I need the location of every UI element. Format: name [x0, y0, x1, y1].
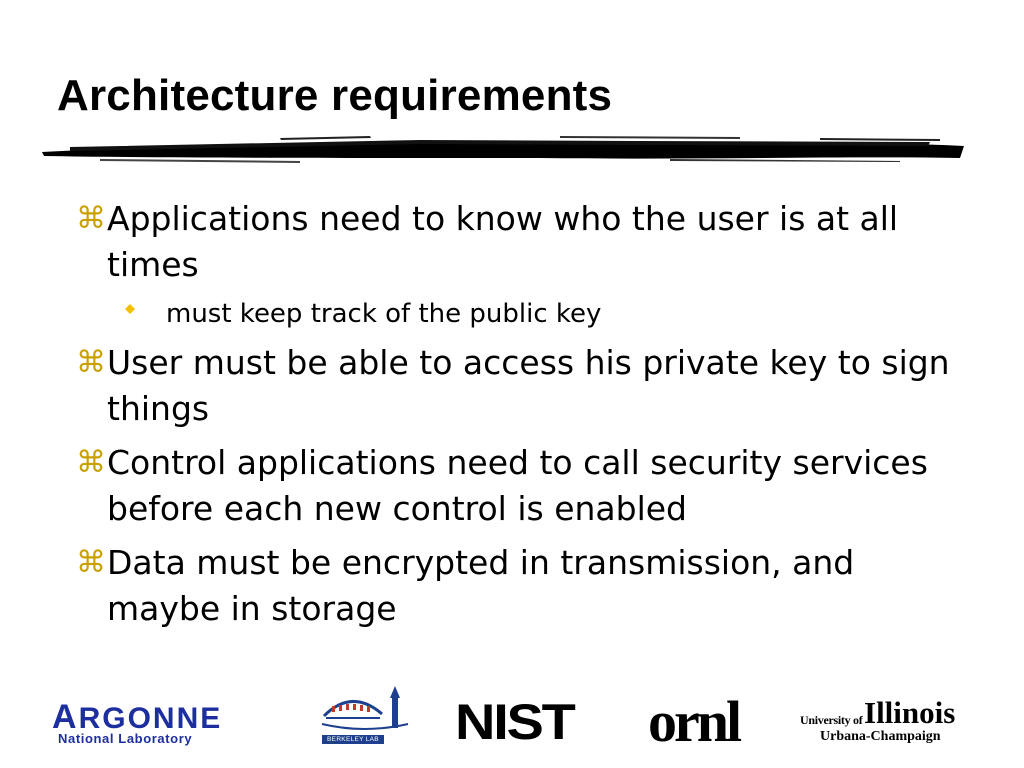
- command-bullet-icon: ⌘: [76, 445, 106, 480]
- argonne-subtitle: National Laboratory: [58, 731, 193, 746]
- slide-title: Architecture requirements: [57, 71, 613, 120]
- illinois-prefix: University of: [800, 713, 863, 727]
- illinois-name: Illinois: [864, 695, 956, 730]
- argonne-initial: A: [52, 698, 79, 736]
- title-underline-brush: [40, 128, 966, 168]
- bullet-list: [76, 196, 976, 640]
- diamond-bullet-icon: [125, 304, 135, 314]
- sub-bullet-text: must keep track of the public key: [166, 299, 602, 329]
- bullet-text: Applications need to know who the user is at all times: [107, 199, 899, 284]
- bullet-item: [76, 196, 976, 288]
- berkeley-lab-emblem-icon: [318, 684, 412, 736]
- argonne-wordmark: [52, 698, 223, 736]
- argonne-rest: RGONNE: [78, 702, 223, 735]
- bullet-item: [76, 340, 976, 432]
- ornl-logo: ornl: [648, 689, 740, 754]
- bullet-item: [76, 440, 976, 532]
- illinois-campus: Urbana-Champaign: [820, 729, 941, 744]
- nist-logo: NIST: [455, 694, 574, 750]
- command-bullet-icon: ⌘: [76, 545, 106, 580]
- berkeley-lab-caption: BERKELEY LAB: [322, 735, 384, 744]
- command-bullet-icon: ⌘: [76, 201, 106, 236]
- bullet-item: [76, 540, 976, 632]
- bullet-text: Data must be encrypted in transmission, and maybe in storage: [107, 543, 855, 628]
- command-bullet-icon: ⌘: [76, 345, 106, 380]
- sub-bullet-item: [76, 296, 976, 332]
- bullet-text: User must be able to access his private key to sign things: [107, 343, 950, 428]
- bullet-text: Control applications need to call security services before each new control is enabled: [107, 443, 928, 528]
